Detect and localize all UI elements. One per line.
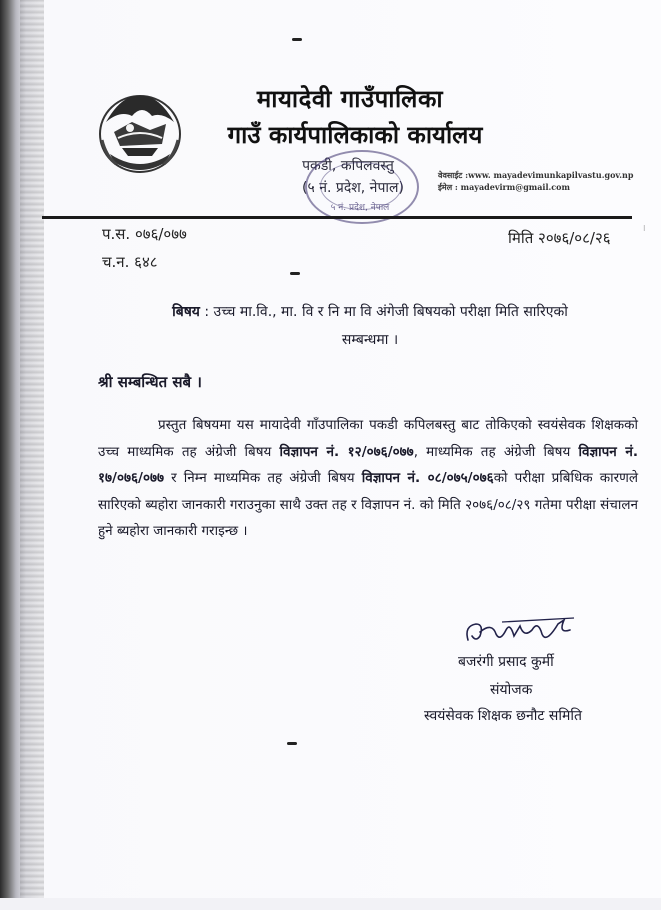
office-province: (५ नं. प्रदेश, नेपाल) (302, 180, 404, 196)
scan-mark (287, 742, 297, 745)
office-name: मायादेवी गाउँपालिका (256, 85, 444, 113)
scan-bottom-strip (0, 898, 661, 910)
scan-mark (290, 272, 300, 275)
website-text: वेवसाईट :www. mayadevimunkapilvastu.gov.np (438, 170, 634, 180)
nepal-emblem-logo (92, 82, 188, 178)
subject-line-1 (110, 298, 630, 326)
scan-mark (292, 38, 302, 41)
office-address: पकडी, कपिलवस्तु (302, 158, 394, 174)
body-text: को परीक्षा प्रबिधिक कारणले सारिएको ब्यहोरा जानकारी गराउनुका साथै उक्त तह र विज्ञापन नं. को मिति २०७६/०८/२९ गतेमा परीक्षा संचालन हुने ब्यहोरा जानकारी गराइन्छ । (98, 470, 639, 539)
stamp-text: ५ नं. प्रदेश, नेपाल (330, 203, 390, 213)
advertisement-ref: विज्ञापन नं. ०८/०७५/०७६ (361, 470, 494, 486)
reference-number: प.स. ०७६/०७७ (102, 225, 187, 243)
subject-line-2: सम्बन्धमा । (341, 332, 399, 348)
dispatch-number: च.न. ६४८ (102, 253, 158, 271)
margin-mark: ⁝ (643, 224, 646, 233)
scan-shadow-edge (20, 0, 44, 910)
advertisement-ref: विज्ञापन नं. १७/०७६/०७७ (98, 443, 639, 486)
email-text: ईमेल : mayadevirm@gmail.com (438, 182, 570, 192)
body-paragraph (98, 412, 638, 545)
body-text: प्रस्तुत बिषयमा यस मायादेवी गाँउपालिका पकडी कपिलबस्तु बाट तोकिएको स्वयंसेवक शिक्षकको उच्च माध्यमिक तह अंग्रेजी बिषय (98, 417, 638, 460)
body-text: , माध्यमिक तह अंग्रेजी बिषय (413, 443, 579, 460)
salutation: श्री सम्बन्धित सबै । (98, 373, 202, 391)
handwritten-signature (462, 612, 582, 652)
subject-label: बिषय (172, 304, 200, 320)
advertisement-ref: विज्ञापन नं. १२/०७६/०७७ (279, 443, 414, 460)
subject-text: : उच्च मा.वि., मा. वि र नि मा वि अंगेजी बिषयको परीक्षा मिति सारिएको (199, 304, 568, 320)
signatory-role: संयोजक (490, 682, 533, 698)
letter-date: मिति २०७६/०८/२६ (508, 229, 611, 247)
header-divider (42, 216, 632, 219)
subject-block (110, 298, 630, 354)
signatory-committee: स्वयंसेवक शिक्षक छनौट समिति (424, 708, 582, 724)
contact-info (438, 169, 658, 193)
body-text: र निम्न माध्यमिक तह अंग्रेजी बिषय (164, 470, 362, 486)
signatory-name: बजरंगी प्रसाद कुर्मी (458, 654, 554, 670)
office-title: गाउँ कार्यपालिकाको कार्यालय (227, 121, 483, 149)
